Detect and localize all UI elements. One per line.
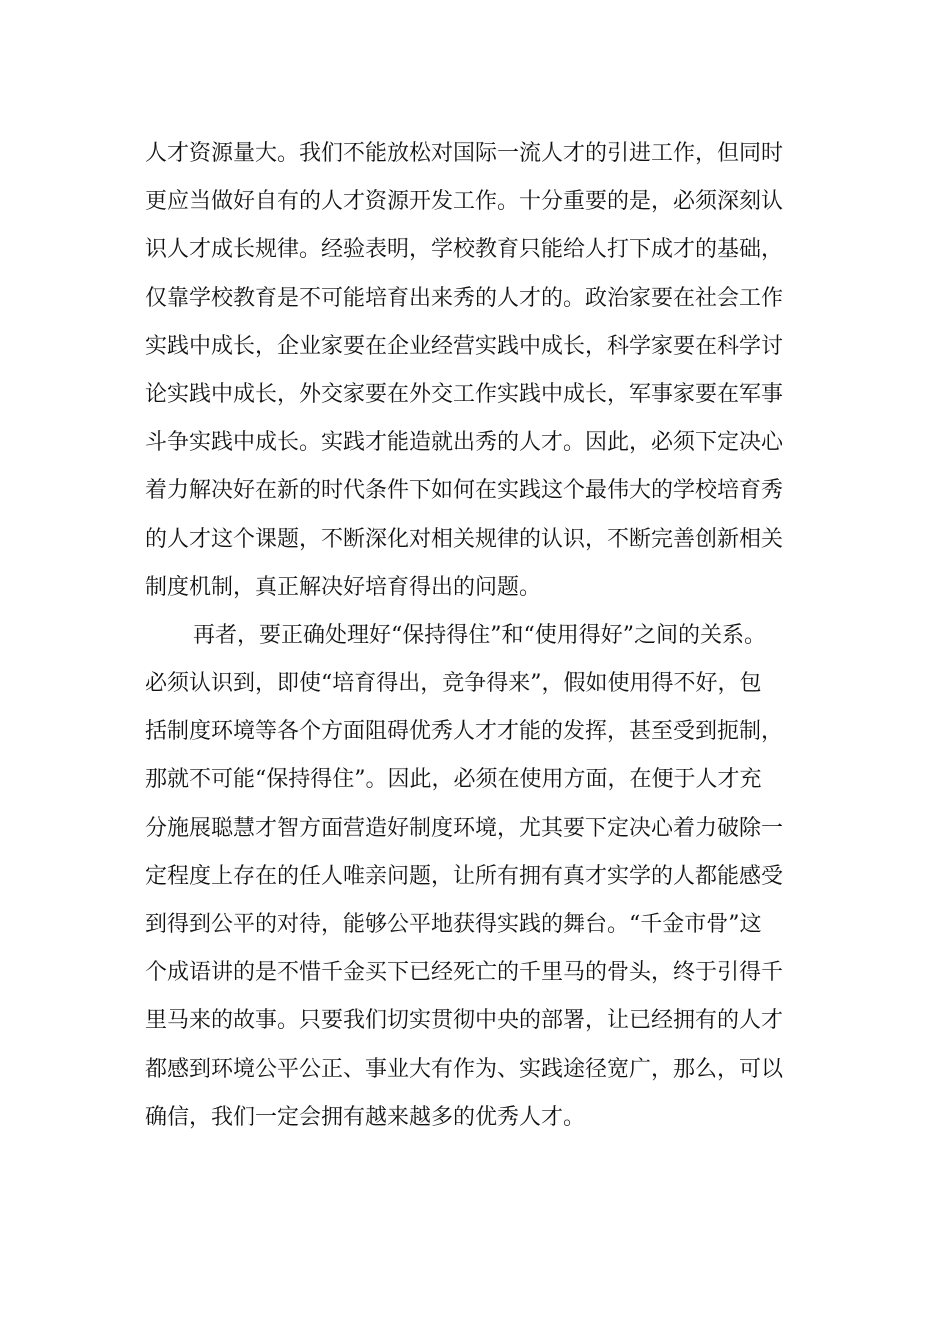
text-line: 仅靠学校教育是不可能培育出来秀的人才的。政治家要在社会工作 (145, 285, 784, 311)
text-line: 必须认识到，即使“培育得出，竞争得来”，假如使用得不好，包 (145, 671, 762, 697)
text-line: 定程度上存在的任人唯亲问题，让所有拥有真才实学的人都能感受 (145, 863, 784, 889)
text-line: 人才资源量大。我们不能放松对国际一流人才的引进工作，但同时 (145, 141, 784, 166)
text-line: 再者，要正确处理好“保持得住”和“使用得好”之间的关系。 (193, 622, 766, 648)
text-line: 确信，我们一定会拥有越来越多的优秀人才。 (145, 1104, 586, 1130)
text-line: 都感到环境公平公正、事业大有作为、实践途径宽广，那么，可以 (145, 1056, 784, 1082)
text-line: 那就不可能“保持得住”。因此，必须在使用方面，在便于人才充 (145, 767, 762, 793)
paragraph-2 (145, 612, 815, 1142)
text-line: 着力解决好在新的时代条件下如何在实践这个最伟大的学校培育秀 (145, 478, 784, 504)
text-line: 论实践中成长，外交家要在外交工作实践中成长，军事家要在军事 (145, 381, 784, 407)
text-line: 到得到公平的对待，能够公平地获得实践的舞台。“千金市骨”这 (145, 912, 762, 937)
text-line: 分施展聪慧才智方面营造好制度环境，尤其要下定决心着力破除一 (145, 815, 784, 841)
text-line: 个成语讲的是不惜千金买下已经死亡的千里马的骨头，终于引得千 (145, 960, 784, 986)
body-text (145, 130, 815, 1142)
text-line: 的人才这个课题，不断深化对相关规律的认识，不断完善创新相关 (145, 526, 784, 552)
text-line: 里马来的故事。只要我们切实贯彻中央的部署，让已经拥有的人才 (145, 1008, 784, 1034)
text-line: 实践中成长，企业家要在企业经营实践中成长，科学家要在科学讨 (145, 333, 784, 359)
text-line: 更应当做好自有的人才资源开发工作。十分重要的是，必须深刻认 (145, 189, 784, 215)
text-line: 识人才成长规律。经验表明，学校教育只能给人打下成才的基础， (145, 237, 784, 263)
text-line: 斗争实践中成长。实践才能造就出秀的人才。因此，必须下定决心 (145, 430, 784, 456)
text-line: 括制度环境等各个方面阻碍优秀人才才能的发挥，甚至受到扼制， (145, 719, 784, 745)
paragraph-1 (145, 130, 815, 612)
text-line: 制度机制，真正解决好培育得出的问题。 (145, 574, 542, 600)
